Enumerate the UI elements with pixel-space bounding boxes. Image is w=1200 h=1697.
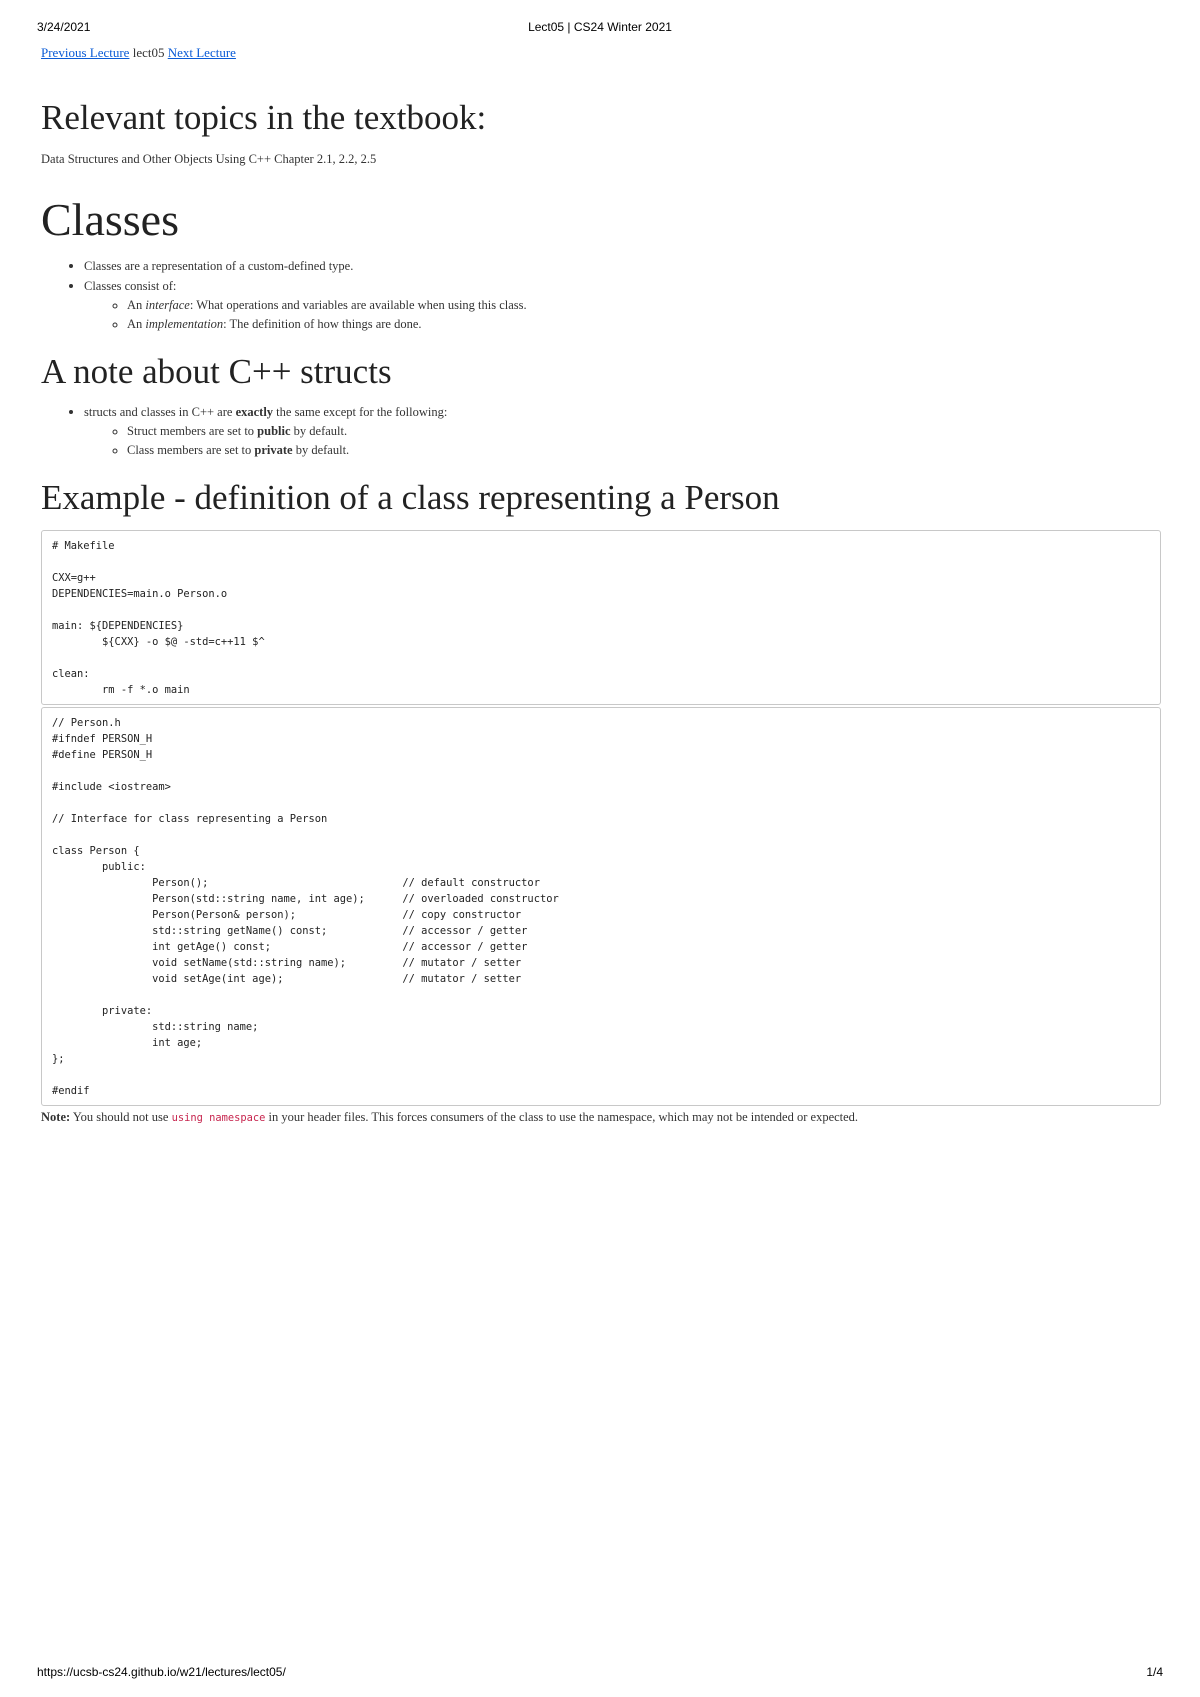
list-item [127,441,1161,460]
structs-sublist [84,422,1161,460]
main-content [41,44,1161,1127]
list-item [127,296,1161,315]
textbook-reference: Data Structures and Other Objects Using C++ Chapter 2.1, 2.2, 2.5 [41,152,377,166]
previous-lecture-link[interactable]: Previous Lecture [41,45,130,60]
person-header-code-block: // Person.h #ifndef PERSON_H #define PERSON_H #include <iostream> // Interface for class representing a Person class Person { public: Person(); // default constructor Person(std::string name, int age); // overloaded constructor Person(Person& person); // copy constructor std::string getName() const; // accessor / getter int getAge() const; // accessor / getter void setName(std::string name); // mutator / setter void setAge(int age); // mutator / setter private: std::string name; int age; }; #endif [41,707,1161,1106]
relevant-topics-heading: Relevant topics in the textbook: [41,98,487,137]
print-url: https://ucsb-cs24.github.io/w21/lectures/lect05/ [37,1665,286,1679]
list-item-text: Struct members are set to [127,424,258,438]
lecture-nav [41,44,1161,62]
example-heading: Example - definition of a class representing a Person [41,478,780,517]
print-title: Lect05 | CS24 Winter 2021 [528,20,672,34]
print-header [37,20,1163,36]
list-item-text: : What operations and variables are available when using this class. [189,298,527,312]
list-item-text: Classes consist of: [84,279,177,293]
list-item-text: by default. [292,443,350,457]
list-item-text: by default. [290,424,348,438]
current-lecture-label: lect05 [132,45,165,60]
note-text: You should not use [70,1110,172,1124]
term-implementation: implementation [145,317,224,331]
list-item-text: An [127,317,146,331]
list-item [84,276,1161,334]
print-date: 3/24/2021 [37,20,91,34]
list-item [84,402,1161,460]
note-text: in your header files. This forces consumers of the class to use the namespace, which may not be intended or expected. [265,1110,859,1124]
structs-list [41,402,1161,460]
emphasis-public: public [257,424,291,438]
list-item-text: Classes are a representation of a custom-defined type. [84,259,354,273]
emphasis-private: private [254,443,293,457]
classes-list [41,256,1161,334]
classes-sublist [84,296,1161,334]
list-item-text: structs and classes in C++ are [84,405,236,419]
structs-heading: A note about C++ structs [41,352,392,391]
emphasis-exactly: exactly [235,405,274,419]
list-item-text: An [127,298,146,312]
list-item-text: Class members are set to [127,443,255,457]
list-item-text: the same except for the following: [273,405,448,419]
print-footer [37,1665,1163,1681]
note-label: Note: [41,1110,71,1124]
term-interface: interface [145,298,190,312]
list-item [127,422,1161,441]
makefile-code-block: # Makefile CXX=g++ DEPENDENCIES=main.o Person.o main: ${DEPENDENCIES} ${CXX} -o $@ -std=c++11 $^ clean: rm -f *.o main [41,530,1161,705]
list-item [84,256,1161,276]
list-item [127,315,1161,334]
classes-heading: Classes [41,194,179,245]
inline-code: using namespace [171,1112,266,1124]
next-lecture-link[interactable]: Next Lecture [167,45,236,60]
note-paragraph [41,1108,1161,1127]
print-page-number: 1/4 [1146,1665,1163,1679]
list-item-text: : The definition of how things are done. [223,317,422,331]
